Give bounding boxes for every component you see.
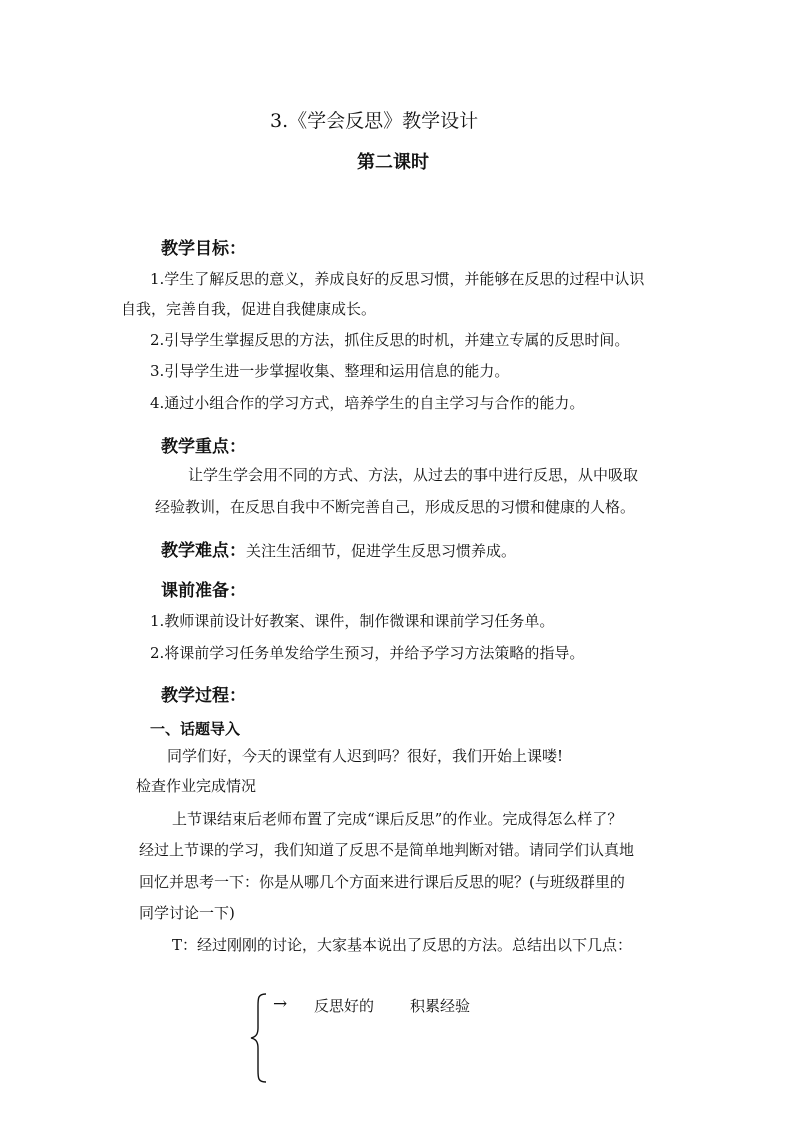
preparation-heading: 课前准备： <box>161 581 246 601</box>
process-line-6: 同学讨论一下) <box>139 904 235 922</box>
key-points-heading: 教学重点： <box>161 437 246 457</box>
objective-item-2: 2.引导学生掌握反思的方法，抓住反思的时机，并建立专属的反思时间。 <box>150 331 630 349</box>
diagram-label-reflect-good: 反思好的 <box>314 997 375 1015</box>
process-line-3: 上节课结束后老师布置了完成“课后反思”的作业。完成得怎么样了？ <box>172 810 623 828</box>
process-line-1: 同学们好，今天的课堂有人迟到吗？很好，我们开始上课喽! <box>167 747 564 765</box>
objective-item-1-cont: 自我，完善自我，促进自我健康成长。 <box>121 300 377 318</box>
difficulty-heading: 教学难点： <box>161 541 246 561</box>
process-line-2: 检查作业完成情况 <box>136 777 257 795</box>
process-line-7: T：经过刚刚的讨论，大家基本说出了反思的方法。总结出以下几点： <box>172 936 633 954</box>
difficulty-row <box>161 536 516 561</box>
arrow-icon: → <box>273 994 288 1014</box>
lesson-subtitle: 第二课时 <box>357 152 429 173</box>
diagram-label-accumulate: 积累经验 <box>410 997 471 1015</box>
objective-item-1: 1.学生了解反思的意义，养成良好的反思习惯，并能够在反思的过程中认识 <box>150 270 645 288</box>
process-heading: 教学过程： <box>161 686 246 706</box>
preparation-item-2: 2.将课前学习任务单发给学生预习，并给予学习方法策略的指导。 <box>150 644 585 662</box>
objective-item-4: 4.通过小组合作的学习方式，培养学生的自主学习与合作的能力。 <box>150 394 585 412</box>
document-title: 3.《学会反思》教学设计 <box>270 110 479 132</box>
key-points-line-2: 经验教训，在反思自我中不断完善自己，形成反思的习惯和健康的人格。 <box>155 498 636 516</box>
process-line-5: 回忆并思考一下：你是从哪几个方面来进行课后反思的呢？(与班级群里的 <box>139 873 625 891</box>
preparation-item-1: 1.教师课前设计好教案、课件，制作微课和课前学习任务单。 <box>150 612 555 630</box>
objectives-heading: 教学目标： <box>161 239 246 259</box>
section-intro-title: 一、话题导入 <box>150 720 241 738</box>
objective-item-3: 3.引导学生进一步掌握收集、整理和运用信息的能力。 <box>150 362 510 380</box>
process-line-4: 经过上节课的学习，我们知道了反思不是简单地判断对错。请同学们认真地 <box>139 841 635 859</box>
difficulty-text: 关注生活细节，促进学生反思习惯养成。 <box>246 542 517 560</box>
key-points-line-1: 让学生学会用不同的方式、方法，从过去的事中进行反思，从中吸取 <box>188 466 639 484</box>
